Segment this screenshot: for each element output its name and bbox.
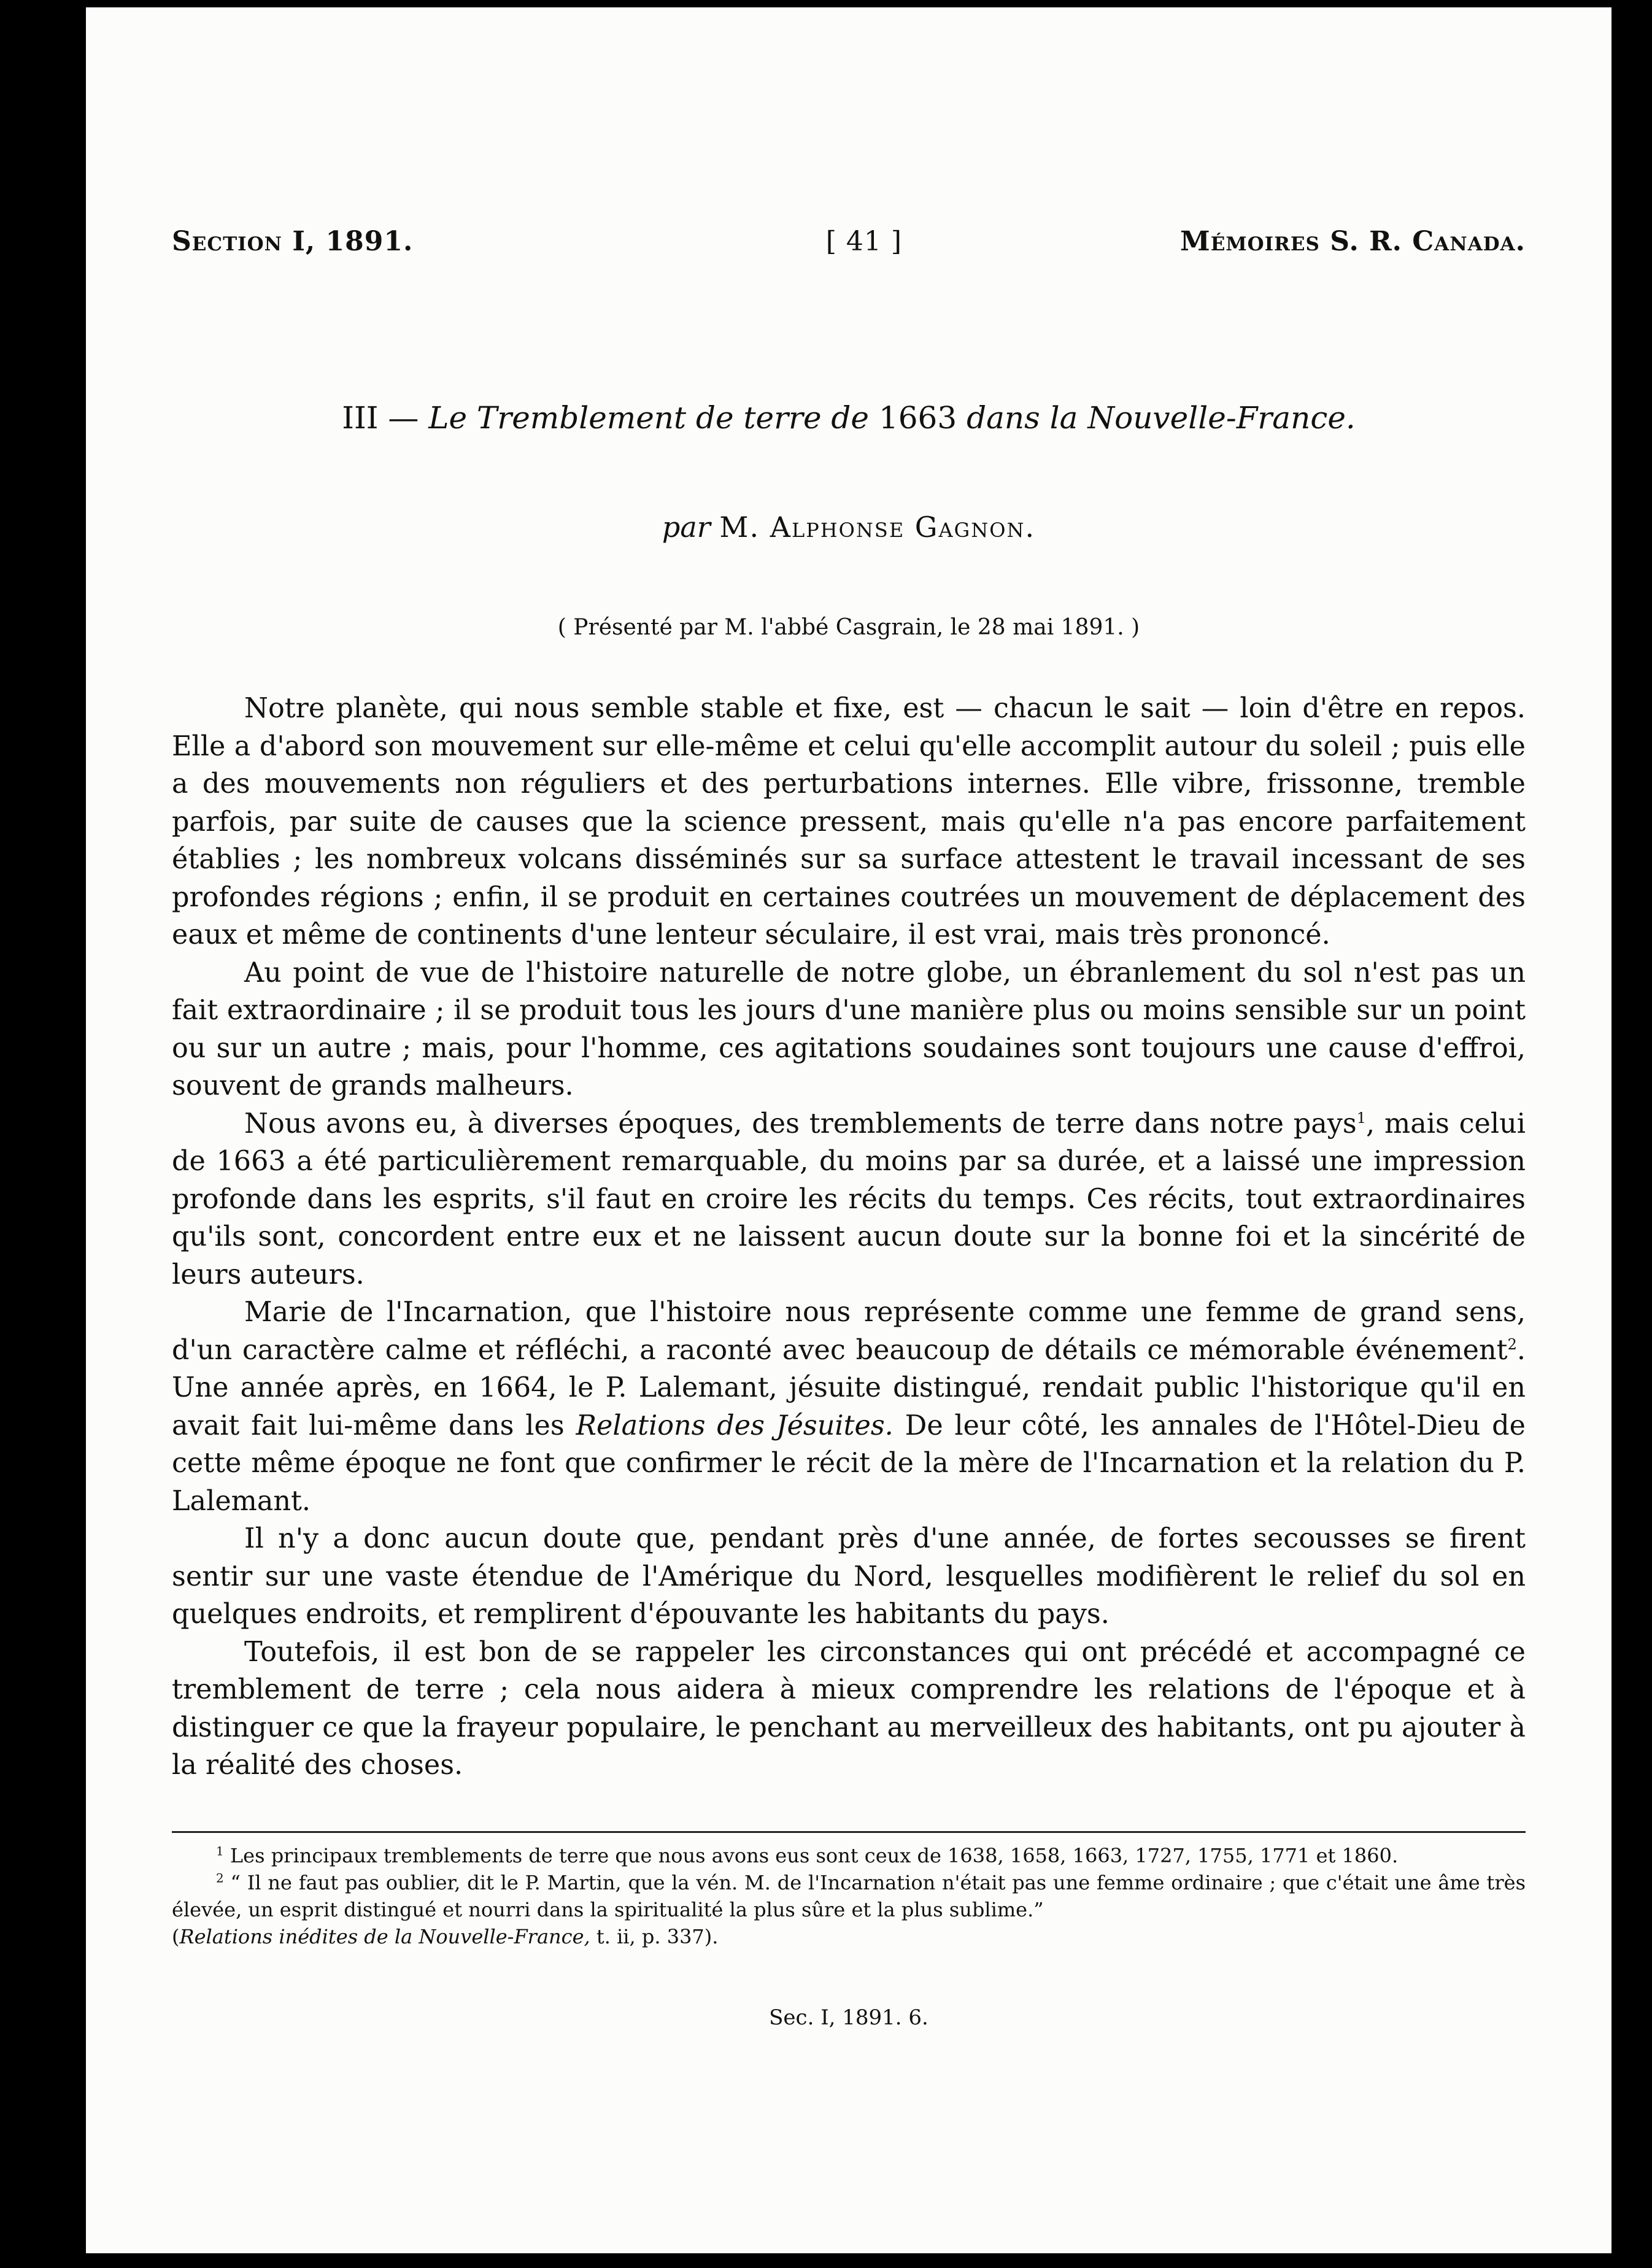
paragraph: Marie de l'Incarnation, que l'histoire nous représente comme une femme de grand sens, d'un caractère calme et réfléchi, a raconté avec beaucoup de détails ce mémorable événement$^2$. Une année après, en 1664, le P. Lalemant, jésuite distingué, rendait public l'historique qu'il en avait fait lui-même dans les Relations des Jésuites. De leur côté, les annales de l'Hôtel-Dieu de cette même époque ne font que confirmer le récit de la mère de l'Incarnation et la relation du P. Lalemant. [172, 1297, 1526, 1517]
page [86, 7, 1611, 2253]
footnote-2: $^2$ “ Il ne faut pas oublier, dit le P. Martin, que la vén. M. de l'Incarnation n'était pas une femme ordinaire ; que c'était une âme très élevée, un esprit distingué et nourri dans la spiritualité la plus sûre et la plus sublime.” (Relations inédites de la Nouvelle-France, t. ii, p. 337). [172, 1870, 1526, 1948]
page-number: [ 41 ] [825, 226, 902, 257]
article-body [172, 690, 1526, 1784]
running-head-section: Section I, 1891. [172, 226, 414, 257]
paragraph: Nous avons eu, à diverses époques, des tremblements de terre dans notre pays$^1$, mais celui de 1663 a été particulièrement remarquable, du moins par sa durée, et a laissé une impression profonde dans les esprits, s'il faut en croire les récits du temps. Ces récits, tout extraordinaires qu'ils sont, concordent entre eux et ne laissent aucun doute sur la bonne foi et la sincérité de leurs auteurs. [172, 1108, 1526, 1290]
author-name: M. Alphonse Gagnon. [719, 511, 1036, 544]
footnotes [172, 1842, 1526, 1950]
paragraph: Toutefois, il est bon de se rappeler les circonstances qui ont précédé et accompagné ce tremblement de terre ; cela nous aidera à mieux comprendre les relations de l'époque et à distinguer ce que la frayeur populaire, le penchant au merveilleux des habitants, ont pu ajouter à la réalité des choses. [172, 1636, 1526, 1781]
author-byline: par M. Alphonse Gagnon. [662, 511, 1036, 544]
footnote-ref-2: 2 [1507, 1335, 1517, 1353]
presented-note: ( Présenté par M. l'abbé Casgrain, le 28 mai 1891. ) [557, 615, 1140, 640]
paragraph: Il n'y a donc aucun doute que, pendant près d'une année, de fortes secousses se firent sentir sur une vaste étendue de l'Amérique du Nord, lesquelles modifièrent le relief du sol en quelques endroits, et remplirent d'épouvante les habitants du pays. [172, 1523, 1526, 1630]
paragraph: Au point de vue de l'histoire naturelle de notre globe, un ébranlement du sol n'est pas un fait extraordinaire ; il se produit tous les jours d'une manière plus ou moins sensible sur un point ou sur un autre ; mais, pour l'homme, ces agitations soudaines sont toujours une cause d'effroi, souvent de grands malheurs. [172, 957, 1526, 1101]
footnote-ref-1: 1 [1356, 1109, 1367, 1127]
article-number: III — [342, 400, 419, 436]
footnote-1: $^1$ Les principaux tremblements de terre que nous avons eus sont ceux de 1638, 1658, 1663, 1727, 1755, 1771 et 1860. [216, 1843, 1399, 1867]
signature-mark: Sec. I, 1891. 6. [769, 2005, 928, 2030]
running-head-journal: Mémoires S. R. Canada. [1179, 226, 1526, 257]
article-title: III — Le Tremblement de terre de 1663 dans la Nouvelle-France. [342, 400, 1356, 436]
running-head [172, 226, 1526, 275]
paragraph: Notre planète, qui nous semble stable et fixe, est — chacun le sait — loin d'être en repos. Elle a d'abord son mouvement sur elle-même et celui qu'elle accomplit autour du soleil ; puis elle a des mouvements non réguliers et des perturbations internes. Elle vibre, frissonne, tremble parfois, par suite de causes que la science pressent, mais qu'elle n'a pas encore parfaitement établies ; les nombreux volcans disséminés sur sa surface attestent le travail incessant de ses profondes régions ; enfin, il se produit en certaines coutrées un mouvement de déplacement des eaux et même de continents d'une lenteur séculaire, il est vrai, mais très prononcé. [172, 693, 1526, 951]
footnote-divider [172, 1831, 1526, 1833]
